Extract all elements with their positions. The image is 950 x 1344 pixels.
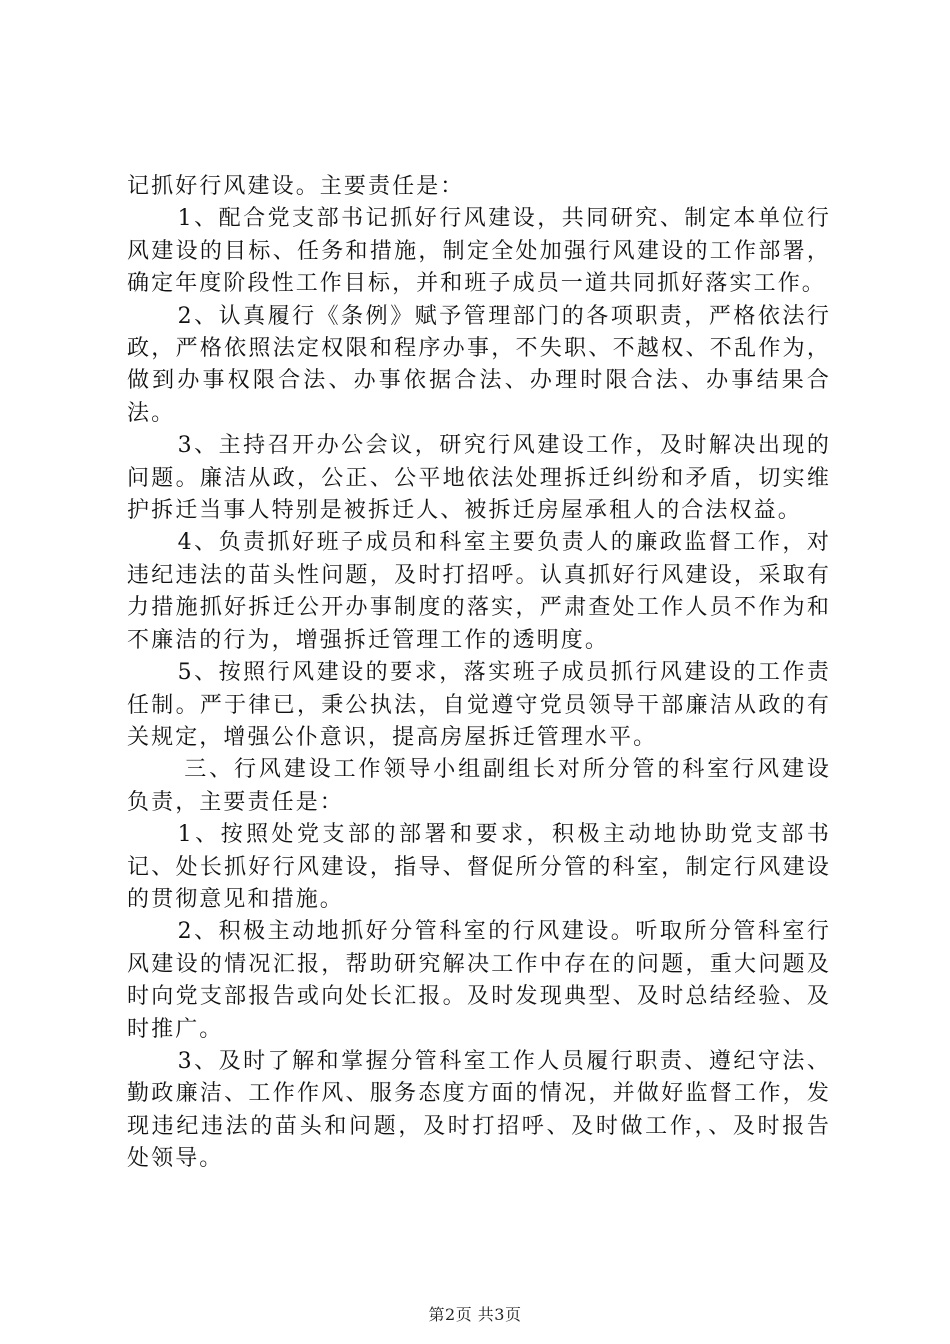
section-heading-3: 三、行风建设工作领导小组副组长对所分管的科室行风建设负责，主要责任是： (127, 757, 831, 815)
paragraph-item-3: 3、主持召开办公会议，研究行风建设工作，及时解决出现的问题。廉洁从政，公正、公平地依法处理拆迁纠纷和矛盾，切实维护拆迁当事人特别是被拆迁人、被拆迁房屋承租人的合法权益。 (127, 433, 831, 524)
paragraph-item-1: 1、配合党支部书记抓好行风建设，共同研究、制定本单位行风建设的目标、任务和措施，制定全处加强行风建设的工作部署，确定年度阶段性工作目标，并和班子成员一道共同抓好落实工作。 (127, 206, 831, 297)
paragraph-sub-item-3: 3、及时了解和掌握分管科室工作人员履行职责、遵纪守法、勤政廉洁、工作作风、服务态度方面的情况，并做好监督工作，发现违纪违法的苗头和问题，及时打招呼、及时做工作，、及时报告处领导。 (127, 1048, 831, 1172)
paragraph-item-4: 4、负责抓好班子成员和科室主要负责人的廉政监督工作，对违纪违法的苗头性问题，及时打招呼。认真抓好行风建设，采取有力措施抓好拆迁公开办事制度的落实，严肃查处工作人员不作为和不廉洁的行为，增强拆迁管理工作的透明度。 (127, 530, 831, 653)
paragraph-item-5: 5、按照行风建设的要求，落实班子成员抓行风建设的工作责任制。严于律已，秉公执法，自觉遵守党员领导干部廉洁从政的有关规定，增强公仆意识，提高房屋拆迁管理水平。 (127, 660, 831, 750)
paragraph-item-2: 2、认真履行《条例》赋予管理部门的各项职责，严格依法行政，严格依照法定权限和程序办事，不失职、不越权、不乱作为，做到办事权限合法、办事依据合法、办理时限合法、办事结果合法。 (127, 303, 831, 426)
page-footer: 第2页 共3页 (428, 1305, 522, 1324)
document-body (127, 171, 831, 1176)
paragraph-continuation: 记抓好行风建设。主要责任是： (127, 174, 465, 199)
paragraph-sub-item-2: 2、积极主动地抓好分管科室的行风建设。听取所分管科室行风建设的情况汇报，帮助研究解决工作中存在的问题，重大问题及时向党支部报告或向处长汇报。及时发现典型、及时总结经验、及时推广。 (127, 919, 831, 1042)
paragraph-sub-item-1: 1、按照处党支部的部署和要求，积极主动地协助党支部书记、处长抓好行风建设，指导、督促所分管的科室，制定行风建设的贯彻意见和措施。 (127, 822, 831, 912)
